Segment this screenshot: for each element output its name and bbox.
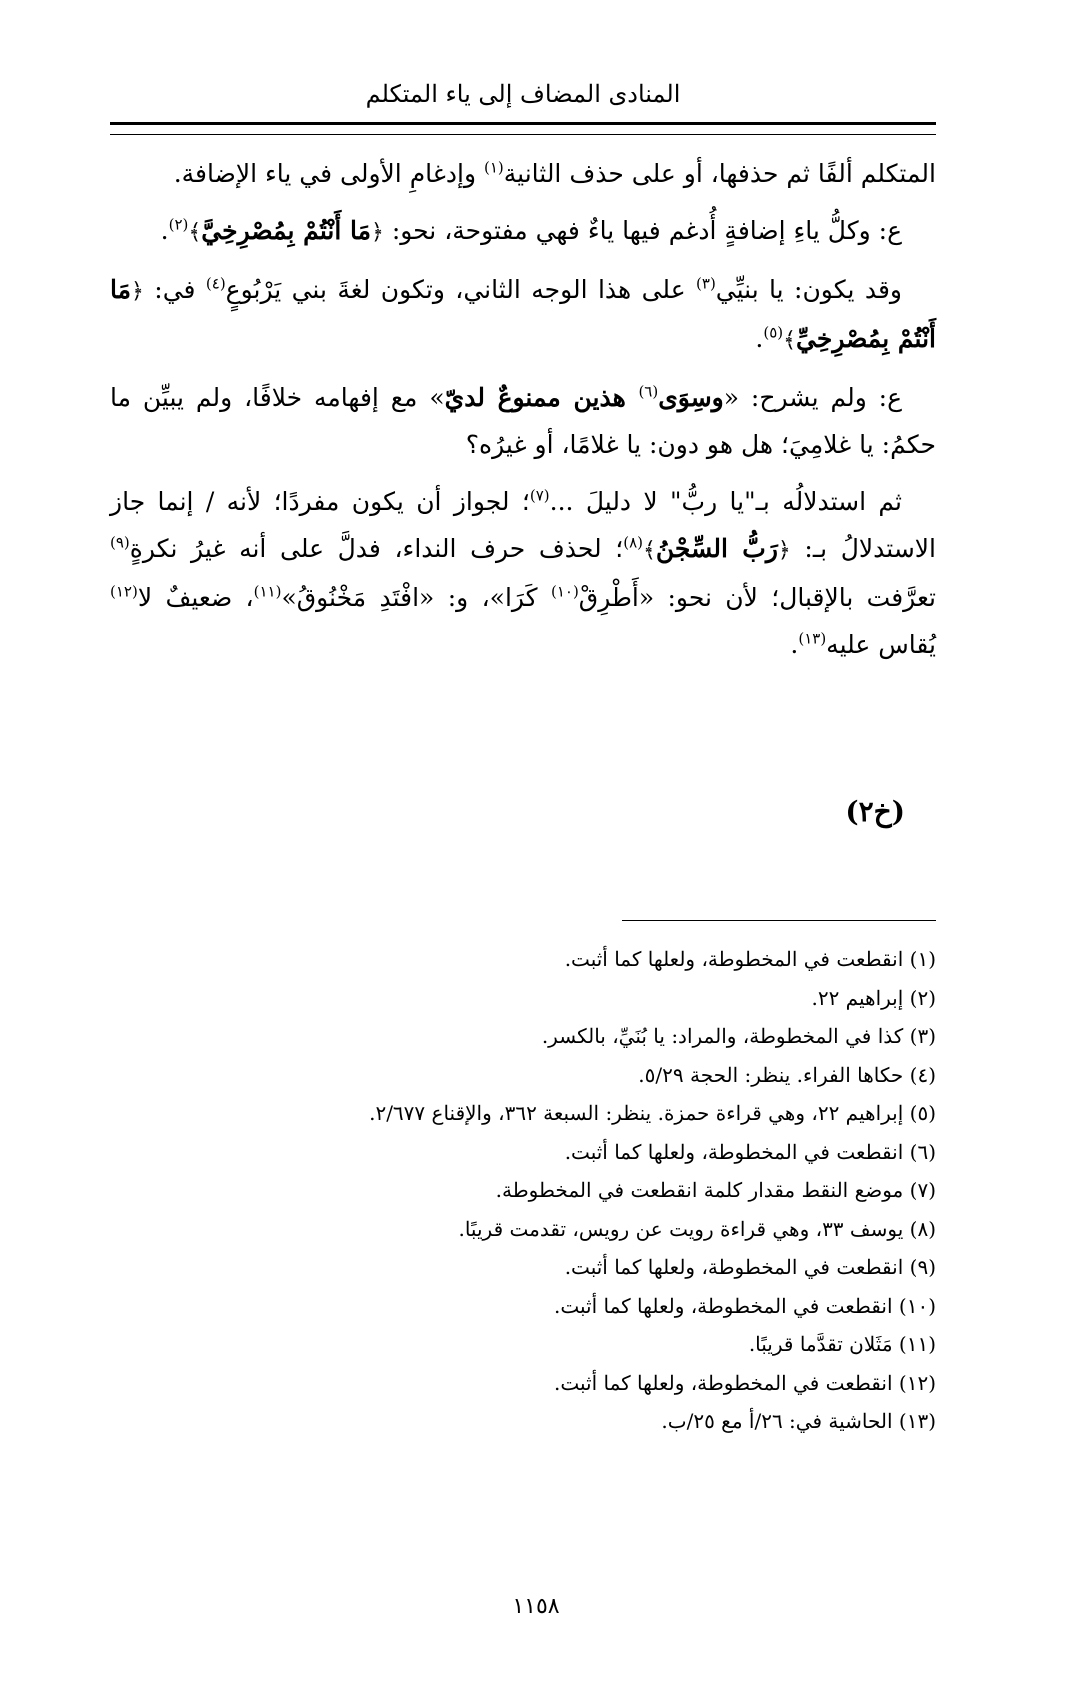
footnote-ref[interactable]: (١٠) <box>550 582 579 601</box>
footnote-ref[interactable]: (٦) <box>638 382 659 401</box>
footnote-item: (٩) انقطعت في المخطوطة، ولعلها كما أثبت. <box>564 1255 936 1279</box>
header-rule-thin <box>110 134 936 135</box>
quran-quote: مَا أَنْتُمْ بِمُصْرِخِيَّ <box>201 216 371 245</box>
running-header: المنادى المضاف إلى ياء المتكلم <box>365 80 681 108</box>
page-number: ١١٥٨ <box>512 1594 560 1619</box>
paragraph-4: ع: ولم يشرح: «وسِوَى$^{(٦)}$ هذين ممنوعٌ لديّ» مع إفهامه خلافًا، ولم يبيِّن ما حكمُ: يا غلامِيَ؛ هل هو دون: يا غلامًا، أو غيرُه؟ <box>110 382 936 459</box>
footnote-ref[interactable]: (٧) <box>529 486 550 505</box>
footnote-item: (٧) موضع النقط مقدار كلمة انقطعت في المخطوطة. <box>495 1178 936 1202</box>
quran-bracket-close: ﴾ <box>643 538 656 563</box>
footnotes <box>136 940 936 1441</box>
paragraph-5: ثم استدلالُه بـ"يا ربُّ" لا دليلَ ...$^{(٧)}$؛ لجواز أن يكون مفردًا؛ لأنه / إنما جاز الاستدلالُ بـ: ﴿رَبُّ السِّجْنُ﴾$^{(٨)}$؛ لحذف حرف النداء، فدلَّ على أنه غيرُ نكرةٍ$^{(٩)}$ تعرَّفت بالإقبال؛ لأن نحو: «أَطْرِقْ$^{(١٠)}$ كَرَا»، و: «افْتَدِ مَخْنُوقُ»$^{(١١)}$، ضعيفٌ لا$^{(١٢)}$ يُقاس عليه$^{(١٣)}$. <box>110 486 936 659</box>
footnote-ref[interactable]: (١١) <box>253 582 282 601</box>
footnote-ref[interactable]: (١٣) <box>798 629 827 648</box>
footnote-item: (٦) انقطعت في المخطوطة، ولعلها كما أثبت. <box>564 1139 936 1164</box>
quoted-verse-cont: هذين ممنوعٌ لديّ <box>444 383 639 412</box>
footnote-item: (١١) مَثَلان تقدَّما قريبًا. <box>748 1332 936 1356</box>
footnote-item: (٣) كذا في المخطوطة، والمراد: يا بُنَيِّ، بالكسر. <box>541 1024 936 1048</box>
footnote-ref[interactable]: (٩) <box>110 533 130 552</box>
paragraph-1: المتكلم ألفًا ثم حذفها، أو على حذف الثانية$^{(١)}$ وإدغامِ الأولى في ياء الإضافة. <box>173 158 936 188</box>
footnote-item: (١٢) انقطعت في المخطوطة، ولعلها كما أثبت. <box>553 1370 936 1395</box>
footnote-ref[interactable]: (٨) <box>623 533 644 552</box>
footnote-item: (٥) إبراهيم ٢٢، وهي قراءة حمزة. ينظر: السبعة ٣٦٢، والإقناع ٢/٦٧٧. <box>369 1101 936 1125</box>
header-rule-thick <box>110 122 936 125</box>
quran-quote: رَبُّ السِّجْنُ <box>655 534 778 563</box>
footnote-ref[interactable]: (٢) <box>168 215 189 234</box>
quran-bracket-close: ﴾ <box>188 220 202 245</box>
footnote-item: (٢) إبراهيم ٢٢. <box>811 985 936 1010</box>
footnote-item: (١٣) الحاشية في: ٢٦/أ مع ٢٥/ب. <box>661 1409 936 1433</box>
quran-bracket-open: ﴿ <box>777 538 791 563</box>
manuscript-marker: (خ٢) <box>845 795 905 828</box>
footnote-item: (٤) حكاها الفراء. ينظر: الحجة ٥/٢٩. <box>638 1062 936 1087</box>
paragraph-3: وقد يكون: يا بنيِّي$^{(٣)}$ على هذا الوجه الثاني، وتكون لغةَ بني يَرْبُوعٍ$^{(٤)}$ في: ﴿مَا أَنْتُمْ بِمُصْرِخِيِّ﴾$^{(٥)}$. <box>110 274 936 353</box>
footnote-ref[interactable]: (١٢) <box>110 582 138 601</box>
footnote-ref[interactable]: (١) <box>483 158 504 177</box>
quran-quote: مَا أَنْتُمْ بِمُصْرِخِيِّ <box>110 275 936 353</box>
footnote-item: (١٠) انقطعت في المخطوطة، ولعلها كما أثبت. <box>553 1293 936 1318</box>
footnote-ref[interactable]: (٤) <box>205 274 226 293</box>
quran-bracket-open: ﴿ <box>370 220 384 245</box>
main-text <box>110 150 936 678</box>
footnote-ref[interactable]: (٣) <box>696 274 716 293</box>
paragraph-2: ع: وكلُّ ياءِ إضافةٍ أُدغم فيها ياءٌ فهي مفتوحة، نحو: ﴿مَا أَنْتُمْ بِمُصْرِخِيَّ﴾$^{(٢)}$. <box>160 215 902 245</box>
quoted-verse: وسِوَى <box>658 383 724 412</box>
footnote-ref[interactable]: (٥) <box>763 323 784 342</box>
footnote-separator <box>622 920 936 921</box>
quran-bracket-close: ﴾ <box>783 328 797 353</box>
quran-bracket-open: ﴿ <box>131 279 144 304</box>
footnote-item: (٨) يوسف ٣٣، وهي قراءة رويت عن رويس، تقدمت قريبًا. <box>458 1216 936 1241</box>
footnote-item: (١) انقطعت في المخطوطة، ولعلها كما أثبت. <box>564 947 936 971</box>
